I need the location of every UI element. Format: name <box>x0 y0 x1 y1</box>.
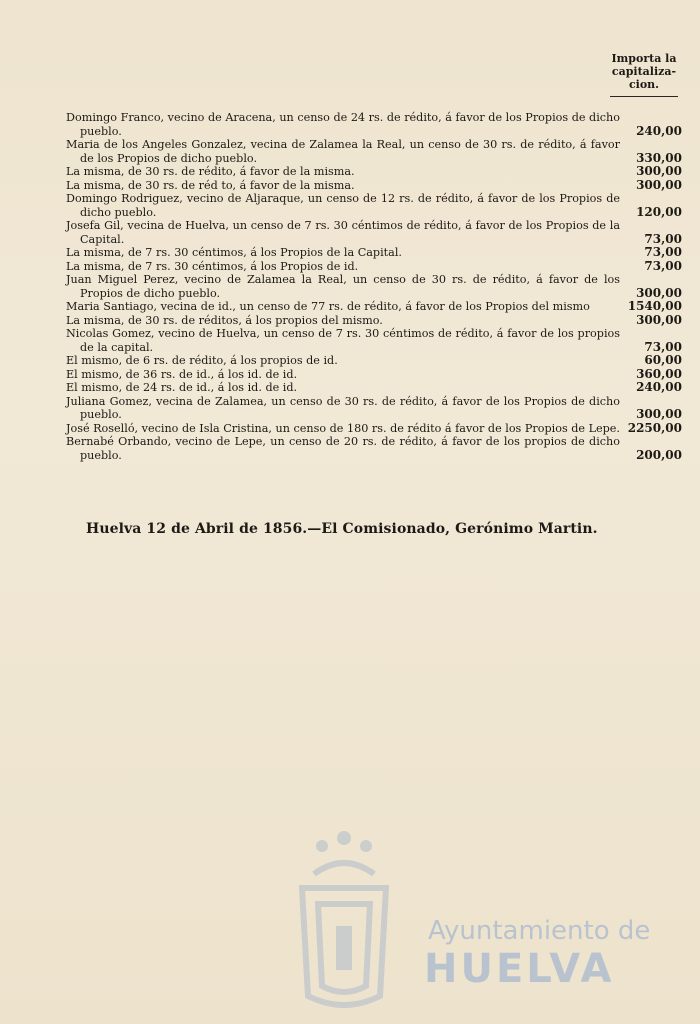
entry-amount: 200,00 <box>636 447 682 462</box>
entry-amount: 240,00 <box>636 123 682 138</box>
entry-text: Juliana Gomez, vecina de Zalamea, un censo de 30 rs. de rédito, á favor de los Propios de dicho pueblo. <box>66 394 620 421</box>
list-item <box>66 354 682 368</box>
entry-amount: 300,00 <box>636 407 682 421</box>
entry-amount: 330,00 <box>636 150 682 165</box>
entry-text: Bernabé Orbando, vecino de Lepe, un censo de 20 rs. de rédito, á favor de los propios de dicho pueblo. <box>66 435 620 462</box>
list-item <box>66 192 682 219</box>
entry-text: La misma, de 30 rs. de réd to, á favor de la misma. <box>66 178 355 192</box>
entry-amount: 2250,00 <box>627 420 682 435</box>
list-item <box>66 300 682 314</box>
entry-text: El mismo, de 24 rs. de id., á los id. de id. <box>66 381 298 394</box>
amount-column-header: Importa la capitaliza-cion. <box>611 52 677 91</box>
entry-text: Maria Santiago, vecina de id., un censo de 77 rs. de rédito, á favor de los Propios del mismo <box>66 300 590 313</box>
entry-text: Juan Miguel Perez, vecino de Zalamea la Real, un censo de 30 rs. de rédito, á favor de los Propios de dicho pueblo. <box>66 273 620 300</box>
entry-text: Maria de los Angeles Gonzalez, vecina de Zalamea la Real, un censo de 30 rs. de rédito, á favor de los Propios de dicho pueblo. <box>66 138 620 165</box>
list-item <box>66 314 682 328</box>
entry-text: Domingo Franco, vecino de Aracena, un censo de 24 rs. de rédito, á favor de los Propios de dicho pueblo. <box>66 111 620 138</box>
list-item <box>66 381 682 395</box>
entry-amount: 240,00 <box>636 380 682 394</box>
entry-amount: 120,00 <box>636 204 682 219</box>
entry-amount: 1540,00 <box>627 299 682 313</box>
list-item <box>66 395 682 422</box>
list-item <box>66 422 682 436</box>
entry-amount: 300,00 <box>636 285 682 300</box>
list-item <box>66 435 682 462</box>
entry-text: Domingo Rodriguez, vecino de Aljaraque, un censo de 12 rs. de rédito, á favor de los Propios de dicho pueblo. <box>66 192 620 219</box>
list-item <box>66 165 682 179</box>
list-item <box>66 368 682 382</box>
entry-amount: 73,00 <box>644 339 682 354</box>
list-item <box>66 179 682 193</box>
entry-text: José Roselló, vecino de Isla Cristina, un censo de 180 rs. de rédito á favor de los Propios de Lepe. <box>66 421 620 435</box>
entry-amount: 300,00 <box>636 312 682 327</box>
list-item <box>66 111 682 138</box>
entry-text: La misma, de 30 rs. de rédito, á favor de la misma. <box>66 165 355 178</box>
entry-amount: 300,00 <box>636 177 682 192</box>
list-item <box>66 138 682 165</box>
entry-amount: 73,00 <box>644 258 682 273</box>
entry-amount: 360,00 <box>636 366 682 381</box>
list-item <box>66 246 682 260</box>
signature-line: Huelva 12 de Abril de 1856.—El Comisionado, Gerónimo Martin. <box>86 521 598 537</box>
entry-text: El mismo, de 36 rs. de id., á los id. de id. <box>66 367 298 381</box>
entry-amount: 60,00 <box>644 353 682 367</box>
entry-text: El mismo, de 6 rs. de rédito, á los propios de id. <box>66 354 338 367</box>
entry-text: La misma, de 7 rs. 30 céntimos, á los Propios de id. <box>66 259 359 273</box>
entry-amount: 73,00 <box>644 245 682 259</box>
list-item <box>66 260 682 274</box>
list-item <box>66 327 682 354</box>
watermark-line-1: Ayuntamiento de <box>428 916 651 946</box>
watermark-line-2: HUELVA <box>424 946 615 992</box>
list-item <box>66 219 682 246</box>
list-item <box>66 273 682 300</box>
entry-text: La misma, de 7 rs. 30 céntimos, á los Propios de la Capital. <box>66 246 402 259</box>
census-entry-list <box>66 111 682 462</box>
entry-text: La misma, de 30 rs. de réditos, á los propios del mismo. <box>66 313 383 327</box>
header-rule <box>610 96 678 97</box>
entry-text: Nicolas Gomez, vecino de Huelva, un censo de 7 rs. 30 céntimos de rédito, á favor de los propios de la capital. <box>66 327 620 354</box>
entry-text: Josefa Gil, vecina de Huelva, un censo de 7 rs. 30 céntimos de rédito, á favor de los Propios de la Capital. <box>66 219 620 246</box>
entry-amount: 300,00 <box>636 164 682 178</box>
entry-amount: 73,00 <box>644 231 682 246</box>
